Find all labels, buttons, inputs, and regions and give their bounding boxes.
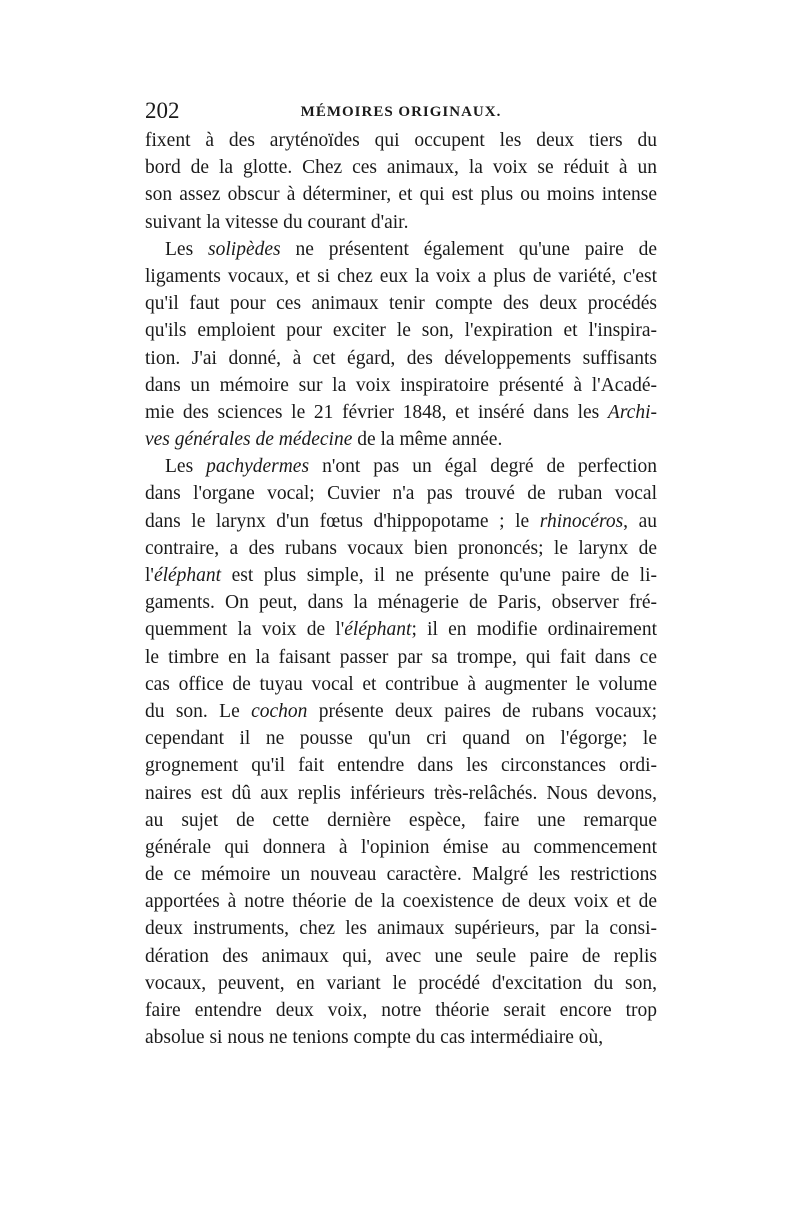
text-segment: mie des sciences le 21 février 1848, et inséré dans les [145, 401, 608, 423]
text-segment: ligaments vocaux, et si chez eux la voix a plus de variété, c'est [145, 265, 657, 287]
text-segment: qu'il faut pour ces animaux tenir compte des deux procédés [145, 293, 657, 315]
text-line [145, 372, 657, 399]
text-line [145, 453, 657, 480]
italic-term: Archi- [607, 401, 657, 423]
text-segment: quemment la voix de l' [145, 619, 345, 641]
text-line [145, 861, 657, 888]
text-segment: cas office de tuyau vocal et contribue à augmenter le volume [145, 673, 657, 695]
text-segment: du son. Le [145, 700, 252, 722]
text-line [145, 943, 657, 970]
text-line [145, 834, 657, 861]
italic-term: pachydermes [206, 456, 310, 478]
text-segment: Les [165, 456, 207, 478]
text-line [145, 1024, 657, 1051]
text-segment: bord de la glotte. Chez ces animaux, la voix se réduit à un [145, 157, 657, 179]
text-line [145, 752, 657, 779]
italic-term: éléphant [153, 565, 222, 586]
text-line [145, 317, 657, 344]
text-line [145, 807, 657, 834]
text-segment: Les [165, 238, 209, 260]
text-segment: cependant il ne pousse qu'un cri quand on l'égorge; le [145, 728, 657, 750]
text-segment: apportées à notre théorie de la coexistence de deux voix et de [145, 891, 657, 913]
italic-term: cochon [251, 700, 308, 722]
running-header [145, 96, 657, 126]
italic-term: ves générales de médecine [145, 429, 353, 451]
text-segment: gaments. On peut, dans la ménagerie de Paris, observer fré- [145, 592, 657, 614]
text-segment: grognement qu'il fait entendre dans les circonstances ordi- [145, 755, 657, 777]
text-segment: , au [623, 510, 658, 532]
running-title: MÉMOIRES ORIGINAUX. [300, 104, 502, 120]
text-segment: présente deux paires de rubans vocaux; [307, 700, 657, 722]
text-line [145, 698, 657, 725]
text-segment: deux instruments, chez les animaux supérieurs, par la consi- [145, 918, 657, 940]
text-segment: l' [145, 565, 154, 586]
text-segment: le timbre en la faisant passer par sa trompe, qui fait dans ce [145, 646, 657, 668]
text-line [145, 725, 657, 752]
text-line [145, 780, 657, 807]
italic-term: rhinocéros [539, 510, 624, 532]
body-text [145, 127, 657, 1051]
text-line [145, 263, 657, 290]
text-line [145, 970, 657, 997]
text-segment: n'ont pas un égal degré de perfection [309, 456, 658, 478]
text-segment: naires est dû aux replis inférieurs très-relâchés. Nous devons, [145, 782, 657, 804]
text-line [145, 236, 657, 263]
text-segment: suivant la vitesse du courant d'air. [145, 211, 409, 233]
text-line [145, 535, 657, 562]
text-segment: dans un mémoire sur la voix inspiratoire présenté à l'Acadé- [145, 374, 657, 396]
page-number: 202 [145, 98, 180, 123]
text-segment: contraire, a des rubans vocaux bien prononcés; le larynx de [145, 537, 657, 559]
text-segment: absolue si nous ne tenions compte du cas intermédiaire où, [145, 1027, 604, 1049]
italic-term: éléphant [344, 619, 412, 641]
text-segment: de la même année. [352, 429, 503, 451]
text-segment: est plus simple, il ne présente qu'une paire de li- [221, 565, 657, 586]
text-line [145, 290, 657, 317]
text-line [145, 562, 657, 589]
text-line [145, 480, 657, 507]
text-segment: son assez obscur à déterminer, et qui est plus ou moins intense [145, 184, 657, 206]
text-line [145, 616, 657, 643]
text-segment: de ce mémoire un nouveau caractère. Malgré les restrictions [145, 864, 657, 886]
text-line [145, 426, 657, 453]
text-line [145, 345, 657, 372]
text-segment: tion. J'ai donné, à cet égard, des développements suffisants [145, 347, 657, 369]
text-line [145, 209, 657, 236]
text-segment: faire entendre deux voix, notre théorie serait encore trop [145, 1000, 657, 1021]
text-segment: fixent à des aryténoïdes qui occupent les deux tiers du [145, 130, 657, 151]
text-segment: dans le larynx d'un fœtus d'hippopotame ; le [145, 510, 540, 532]
text-segment: ne présentent également qu'une paire de [280, 238, 657, 260]
text-line [145, 644, 657, 671]
text-line [145, 888, 657, 915]
text-line [145, 154, 657, 181]
text-segment: qu'ils emploient pour exciter le son, l'expiration et l'inspira- [145, 320, 657, 342]
text-segment: au sujet de cette dernière espèce, faire une remarque [145, 809, 657, 831]
text-segment: ; il en modifie ordinairement [411, 619, 658, 641]
text-segment: dans l'organe vocal; Cuvier n'a pas trouvé de ruban vocal [145, 483, 657, 505]
text-line [145, 399, 657, 426]
text-line [145, 589, 657, 616]
text-line [145, 508, 657, 535]
text-line [145, 997, 657, 1024]
text-segment: dération des animaux qui, avec une seule paire de replis [145, 945, 657, 967]
text-segment: générale qui donnera à l'opinion émise au commencement [145, 836, 657, 858]
text-segment: vocaux, peuvent, en variant le procédé d'excitation du son, [145, 972, 657, 994]
text-line [145, 671, 657, 698]
text-line [145, 181, 657, 208]
text-line [145, 127, 657, 154]
italic-term: solipèdes [208, 238, 281, 260]
text-line [145, 915, 657, 942]
